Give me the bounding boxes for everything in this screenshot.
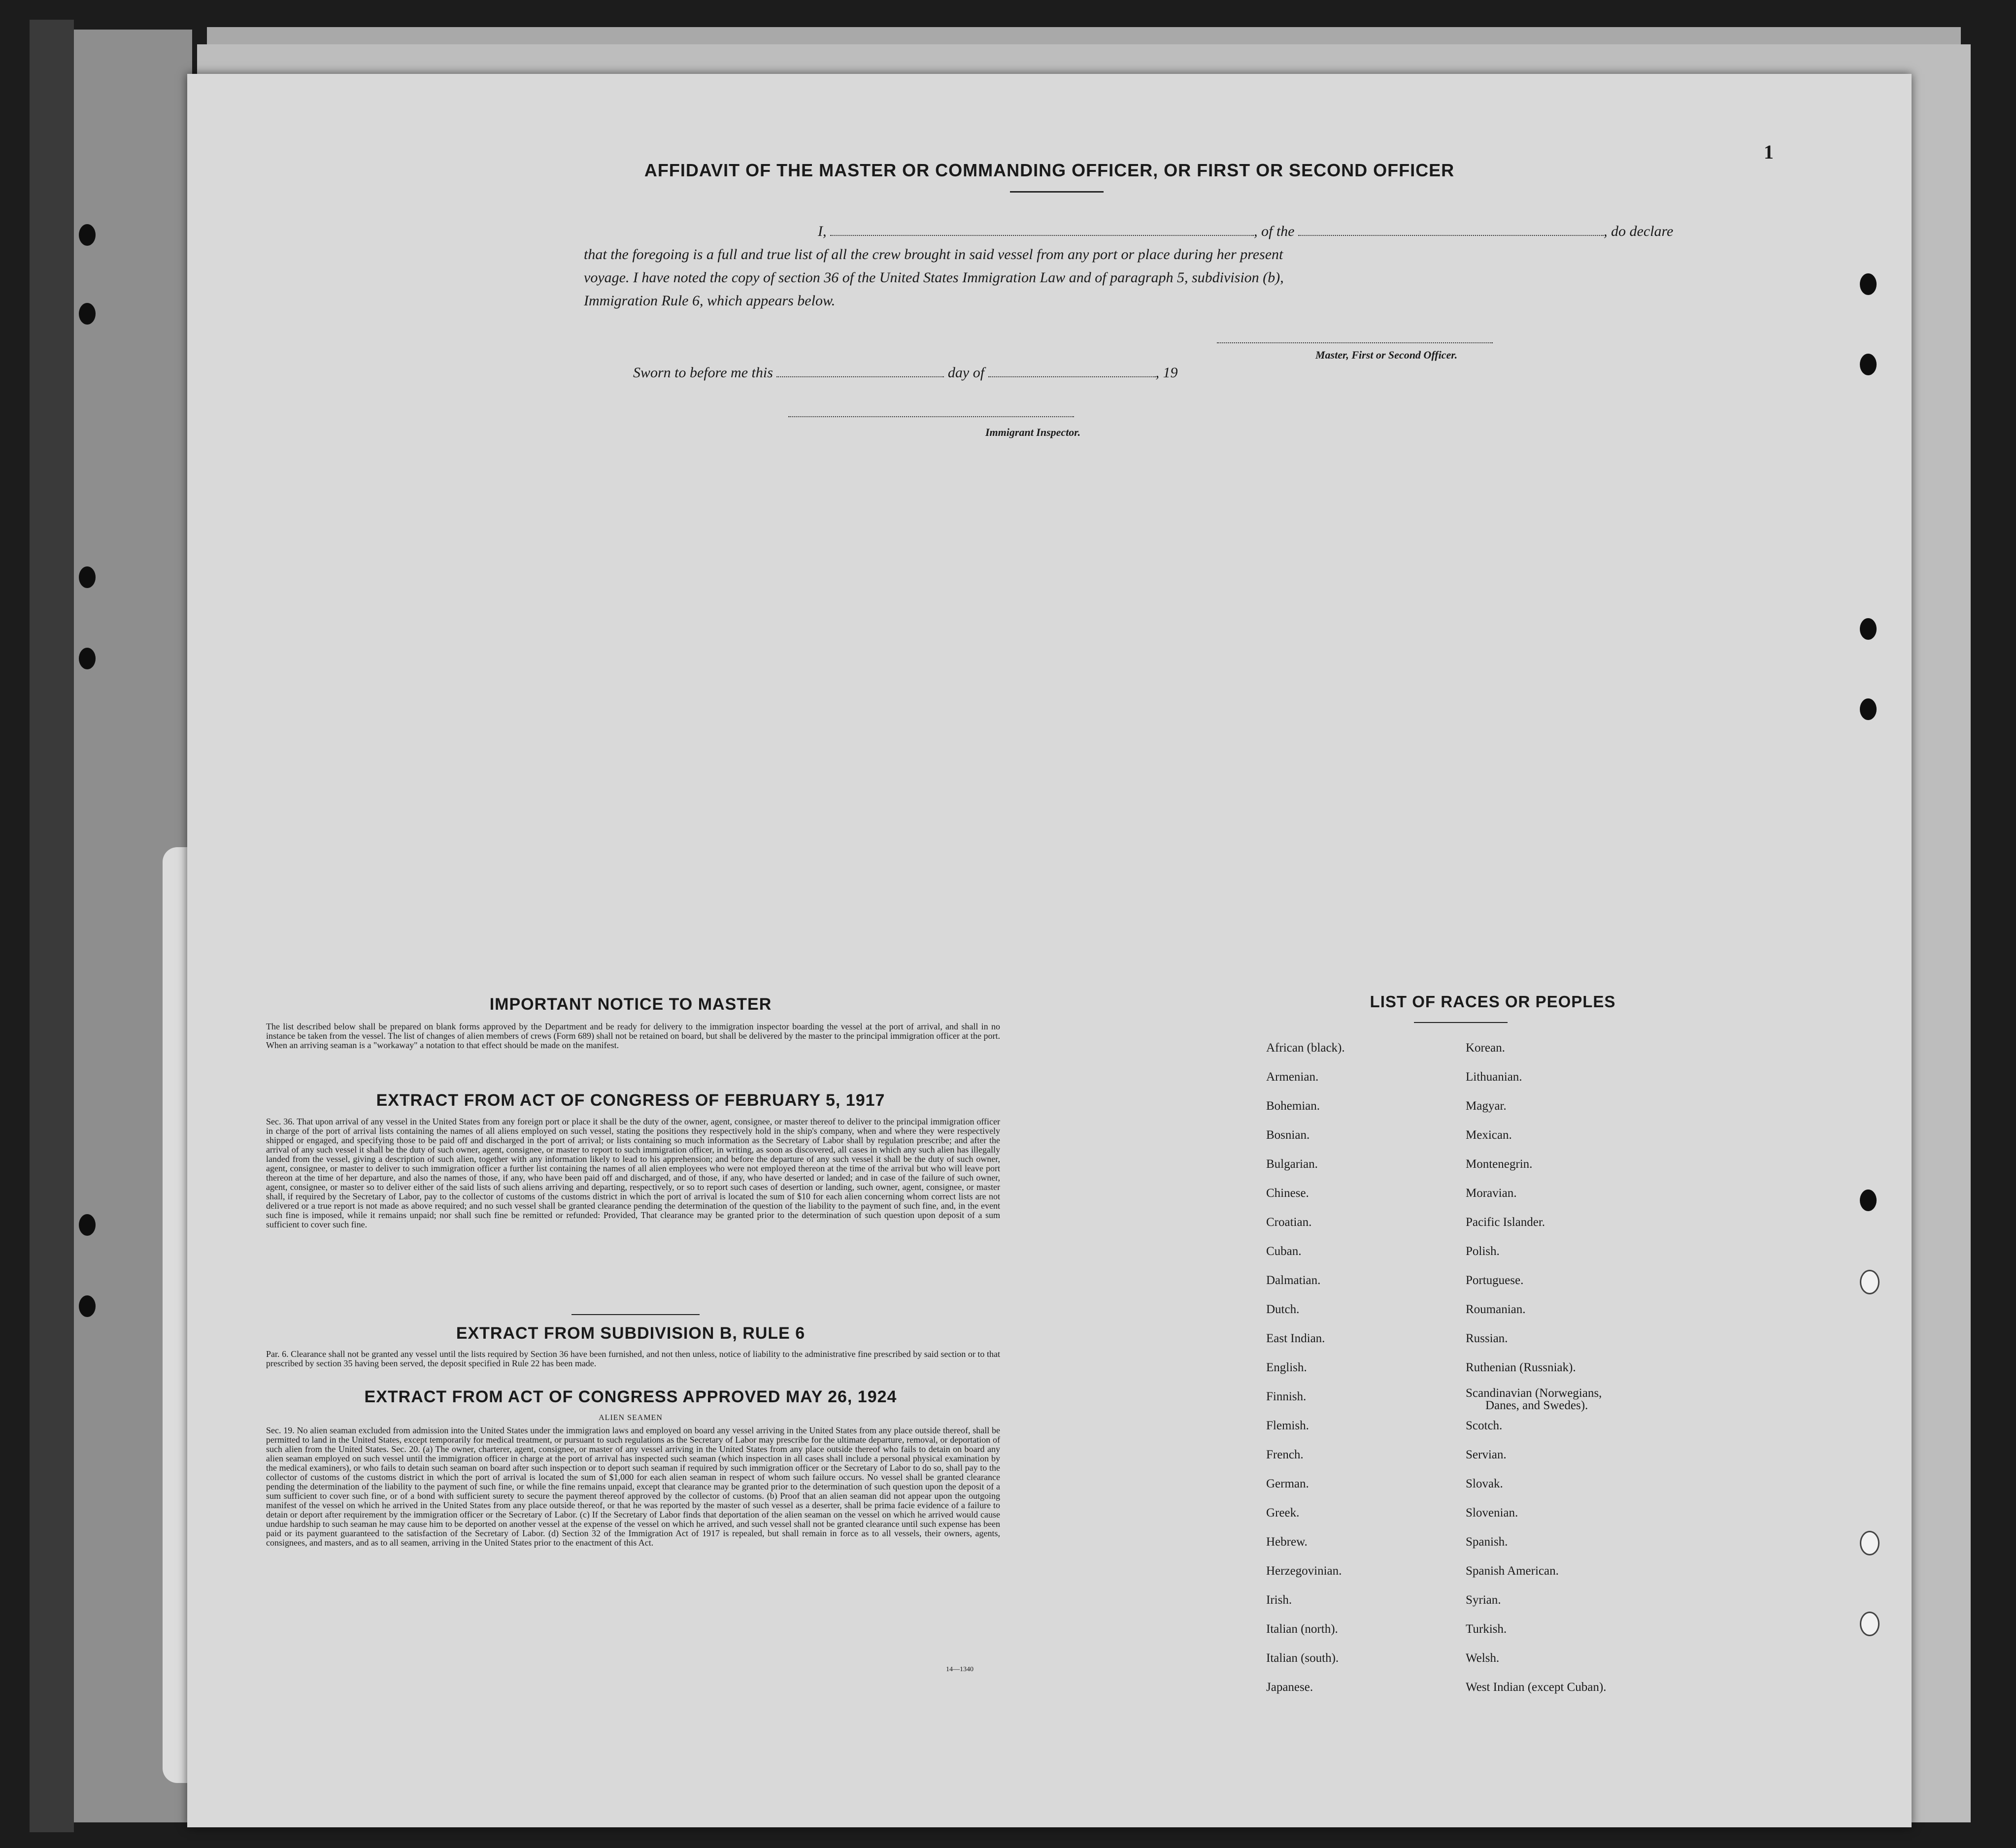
race-item: English. xyxy=(1266,1361,1307,1374)
race-item: Japanese. xyxy=(1266,1681,1313,1694)
race-item: Korean. xyxy=(1466,1041,1505,1055)
race-item: East Indian. xyxy=(1266,1332,1325,1345)
extract-1924-title: EXTRACT FROM ACT OF CONGRESS APPROVED MAY 26, 1924 xyxy=(364,1387,897,1406)
punch-hole xyxy=(1860,1531,1880,1555)
title-rule xyxy=(1010,191,1104,193)
race-item: Slovenian. xyxy=(1466,1506,1518,1519)
punch-hole xyxy=(1860,618,1877,640)
notice-title: IMPORTANT NOTICE TO MASTER xyxy=(489,995,772,1014)
race-item: Greek. xyxy=(1266,1506,1300,1519)
rule-6-text: Par. 6. Clearance shall not be granted any vessel until the lists required by Section 36 have been furnished, and not then unless, notice of liability to the administrative fine prescribed by said section or to that prescribed by section 35 having been served, the deposit specified in Rule 22 has been made. xyxy=(266,1349,1000,1368)
race-item: Roumanian. xyxy=(1466,1303,1526,1316)
punch-hole xyxy=(1860,1270,1880,1294)
notice-text: The list described below shall be prepared on blank forms approved by the Department and be ready for delivery to the immigration inspector boarding the vessel at the port of arrival, and shall in no instance be taken from the vessel. The list of changes of alien members of crews (Form 689) shall not be retained on board, but shall be delivered by the master to the principal immigration officer at the port. When an arriving seaman is a "workaway" a notation to that effect should be made on the manifest. xyxy=(266,1022,1000,1050)
extract-1924-text: Sec. 19. No alien seaman excluded from admission into the United States under the immigration laws and employed on board any vessel arriving in the United States from any place outside thereof, shall be permitted to land in the United States, except temporarily for medical treatment, or pursuant to such regulations as the Secretary of Labor may prescribe for the ultimate departure, removal, or deportation of such alien from the United States. Sec. 20. (a) The owner, charterer, agent, consignee, or master of any vessel arriving in the United States from any place outside thereof who fails to detain on board any alien seaman employed on such vessel until the immigration officer in charge at the port of arrival has inspected such seaman (which inspection in all cases shall include a personal physical examination by the medical examiners), or who fails to detain such seaman on board after such inspection or to deport such seaman if required by such immigration officer or the Secretary of Labor to do so, shall pay to the collector of customs of the customs district in which the port of arrival is located the sum of $1,000 for each alien seaman in respect of whom such failure occurs. No vessel shall be granted clearance pending the determination of the liability to the payment of such fine, or while the fine remains unpaid, except that clearance may be granted prior to the determination of such question upon the deposit of a sum sufficient to cover such fine, or of a bond with sufficient surety to secure the payment thereof approved by the collector of customs. (b) Proof that an alien seaman did not appear upon the outgoing manifest of the vessel on which he arrived in the United States from any place outside thereof, or that he was reported by the master of such vessel as a deserter, shall be prima facie evidence of a failure to detain or deport after requirement by the immigration officer or the Secretary of Labor. (c) If the Secretary of Labor finds that deportation of the alien seaman on the vessel on which he arrived would cause undue hardship to such seaman he may cause him to be deported on another vessel at the expense of the vessel on which he arrived, and such vessel shall not be granted clearance until such expense has been paid or its payment guaranteed to the satisfaction of the Secretary of Labor. (d) Section 32 of the Immigration Act of 1917 is repealed, but shall remain in force as to all vessels, their owners, agents, consignees, and masters, and as to all seamen, arriving in the United States prior to the enactment of this Act. xyxy=(266,1425,1000,1548)
race-item: Welsh. xyxy=(1466,1651,1500,1665)
signature-label: Master, First or Second Officer. xyxy=(1315,349,1458,361)
race-item: Scotch. xyxy=(1466,1419,1503,1432)
punch-hole xyxy=(1860,1612,1880,1636)
race-item: Cuban. xyxy=(1266,1245,1302,1258)
race-item: Turkish. xyxy=(1466,1622,1507,1636)
affidavit-do-declare: , do declare xyxy=(1604,223,1674,239)
rule-6-title: EXTRACT FROM SUBDIVISION B, RULE 6 xyxy=(456,1324,806,1343)
sworn-day-of: day of xyxy=(947,364,985,381)
binder-hole xyxy=(79,303,96,325)
sworn-line xyxy=(633,364,1372,381)
race-item: Herzegovinian. xyxy=(1266,1564,1342,1578)
race-item: German. xyxy=(1266,1477,1309,1490)
corner-mark: 1 xyxy=(1764,141,1774,163)
sworn-day-field[interactable] xyxy=(776,365,944,377)
punch-hole xyxy=(1860,698,1877,720)
binder-hole xyxy=(79,1295,96,1317)
race-item: Bosnian. xyxy=(1266,1128,1310,1142)
race-item: Irish. xyxy=(1266,1593,1292,1607)
race-item: French. xyxy=(1266,1448,1304,1461)
punch-hole xyxy=(1860,273,1877,295)
races-title: LIST OF RACES OR PEOPLES xyxy=(1370,992,1616,1011)
punch-hole xyxy=(1860,1189,1877,1211)
race-item: Dalmatian. xyxy=(1266,1274,1321,1287)
race-item: Lithuanian. xyxy=(1466,1070,1522,1084)
races-column-1 xyxy=(1266,1033,1453,1702)
binder-hole xyxy=(79,224,96,246)
race-item: Croatian. xyxy=(1266,1216,1312,1229)
sworn-prefix: Sworn to before me this xyxy=(633,364,773,381)
race-item: Spanish. xyxy=(1466,1535,1508,1549)
race-item: Slovak. xyxy=(1466,1477,1503,1490)
race-item: Russian. xyxy=(1466,1332,1508,1345)
inspector-label: Immigrant Inspector. xyxy=(985,426,1081,438)
binder-strip xyxy=(30,20,74,1832)
sworn-year: , 19 xyxy=(1155,364,1178,381)
affidavit-of-the: , of the xyxy=(1254,223,1295,239)
affidavit-line-3: voyage. I have noted the copy of section 36 of the United States Immigration Law and of paragraph 5, subdivision (b), xyxy=(584,269,1284,286)
race-item: Montenegrin. xyxy=(1466,1157,1533,1171)
sworn-month-field[interactable] xyxy=(988,365,1156,377)
race-item: Moravian. xyxy=(1466,1187,1517,1200)
signature-line[interactable] xyxy=(1217,342,1493,343)
race-item: Spanish American. xyxy=(1466,1564,1559,1578)
vessel-field[interactable] xyxy=(1298,224,1604,236)
race-item: Italian (north). xyxy=(1266,1622,1338,1636)
section-rule xyxy=(571,1314,700,1315)
race-item: Chinese. xyxy=(1266,1187,1309,1200)
race-item: Portuguese. xyxy=(1466,1274,1524,1287)
race-item: Armenian. xyxy=(1266,1070,1319,1084)
race-item: Hebrew. xyxy=(1266,1535,1308,1549)
race-item: Dutch. xyxy=(1266,1303,1300,1316)
race-item: Mexican. xyxy=(1466,1128,1512,1142)
race-item: Finnish. xyxy=(1266,1390,1307,1403)
extract-1917-text: Sec. 36. That upon arrival of any vessel in the United States from any foreign port or place it shall be the duty of the owner, agent, consignee, or master thereof to deliver to the principal immigration officer in charge of the port of arrival lists containing the names of all aliens employed on such vessel, stating the positions they respectively hold in the ship's company, when and where they were respectively shipped or engaged, and specifying those to be paid off and discharged in the port of arrival; or lists containing so much information as the Secretary of Labor shall by regulation prescribe; and after the arrival of any such vessel it shall be the duty of such owner, agent, consignee, or master to report to such immigration officer, in writing, as soon as discovered, all cases in which any such alien has illegally landed from the vessel, giving a description of such alien, together with any information likely to lead to his apprehension; and before the departure of any such vessel it shall be the duty of such owner, agent, consignee, or master to deliver to such immigration officer a further list containing the names of all alien employees who were not employed thereon at the time of the arrival but who will leave port thereon at the time of her departure, and also the names of those, if any, who have been paid off and discharged, and of those, if any, who have deserted or landed; and in case of the failure of such owner, agent, consignee, or master so to deliver either of the said lists of such aliens arriving and departing, respectively, or so to report such cases of desertion or landing, such owner, agent, consignee, or master shall, if required by the Secretary of Labor, pay to the collector of customs of the customs district in which the port of arrival is located the sum of $10 for each alien concerning whom correct lists are not delivered or a true report is not made as above required; and no such vessel shall be granted clearance pending the determination of the question of the liability to the payment of such fine, and, in the event such fine is imposed, while it remains unpaid; nor shall such fine be remitted or refunded: Provided, That clearance may be granted prior to the determination of such question upon deposit of a sum sufficient to cover such fine. xyxy=(266,1117,1000,1229)
race-item: Bulgarian. xyxy=(1266,1157,1318,1171)
race-item: Magyar. xyxy=(1466,1099,1507,1113)
form-number: 14—1340 xyxy=(946,1666,974,1673)
punch-hole xyxy=(1860,354,1877,375)
binder-hole xyxy=(79,1214,96,1236)
race-item: Ruthenian (Russniak). xyxy=(1466,1361,1576,1374)
binder-hole xyxy=(79,566,96,588)
affidavit-title: AFFIDAVIT OF THE MASTER OR COMMANDING OFFICER, OR FIRST OR SECOND OFFICER xyxy=(644,160,1455,180)
name-field[interactable] xyxy=(830,224,1254,236)
race-item: Polish. xyxy=(1466,1245,1500,1258)
race-item: West Indian (except Cuban). xyxy=(1466,1681,1607,1694)
races-column-2 xyxy=(1466,1033,1722,1702)
race-item: African (black). xyxy=(1266,1041,1345,1055)
document-page xyxy=(187,74,1912,1827)
race-item: Bohemian. xyxy=(1266,1099,1320,1113)
affidavit-line-2: that the foregoing is a full and true list of all the crew brought in said vessel from any port or place during her present xyxy=(584,246,1283,263)
race-item: Scandinavian (Norwegians, xyxy=(1466,1386,1602,1400)
affidavit-line-4: Immigration Rule 6, which appears below. xyxy=(584,293,836,309)
extract-1917-title: EXTRACT FROM ACT OF CONGRESS OF FEBRUARY 5, 1917 xyxy=(376,1091,885,1110)
race-item: Pacific Islander. xyxy=(1466,1216,1546,1229)
race-item: Syrian. xyxy=(1466,1593,1501,1607)
race-item: Danes, and Swedes). xyxy=(1485,1399,1588,1412)
extract-1924-subtitle: ALIEN SEAMEN xyxy=(599,1414,663,1422)
race-item: Italian (south). xyxy=(1266,1651,1339,1665)
inspector-signature-line[interactable] xyxy=(788,416,1074,417)
race-item: Servian. xyxy=(1466,1448,1507,1461)
race-item: Flemish. xyxy=(1266,1419,1309,1432)
affidavit-i: I, xyxy=(818,223,827,239)
binder-hole xyxy=(79,648,96,669)
affidavit-line-1 xyxy=(631,223,1734,240)
races-title-rule xyxy=(1414,1022,1508,1023)
